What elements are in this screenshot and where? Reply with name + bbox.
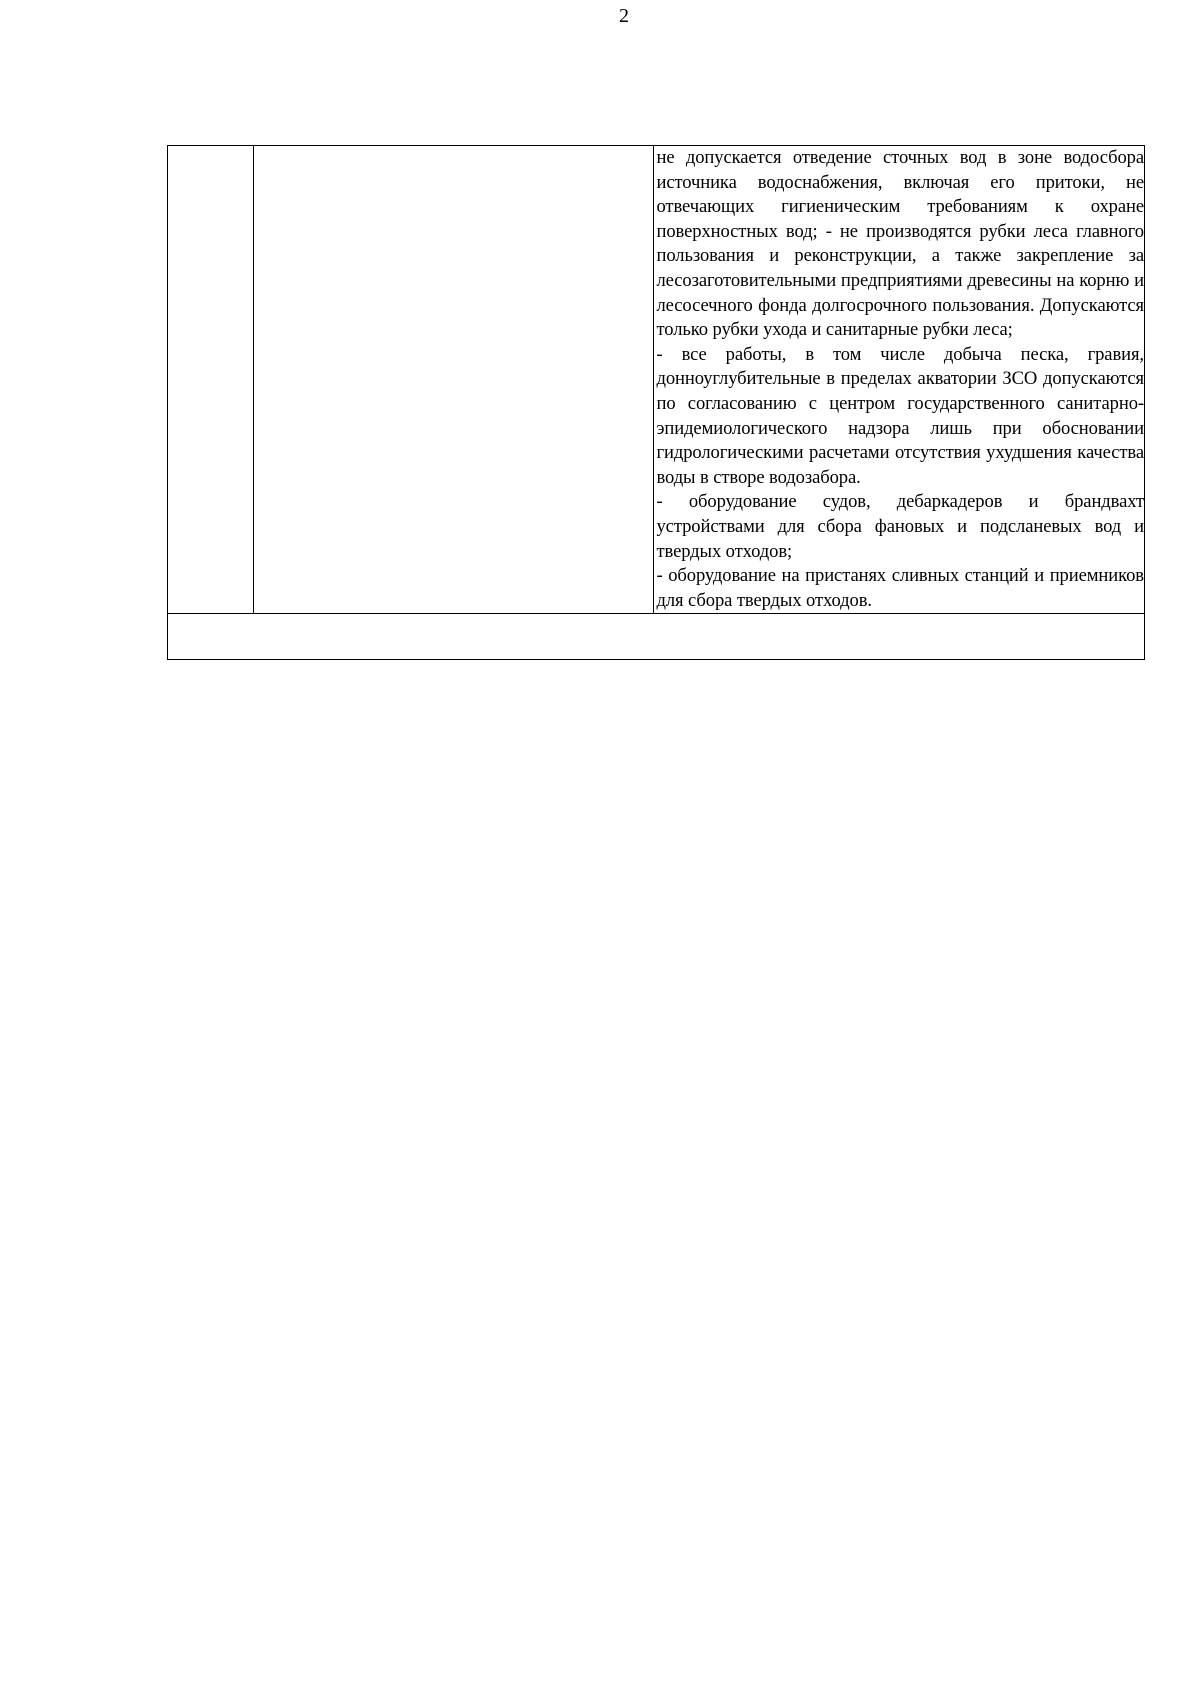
table-row (168, 614, 1145, 660)
requirements-paragraph: - все работы, в том числе добыча песка, гравия, донноуглубительные в пределах акватории ЗСО допускаются по согласованию с центром государственного санитарно-эпидемиологического надзора лишь при обосновании гидрологическими расчетами отсутствия ухудшения качества воды в створе водозабора. (656, 343, 1144, 488)
table-cell-empty (168, 614, 1145, 660)
page-number: 2 (619, 5, 629, 27)
table-cell-zone (254, 146, 654, 614)
requirements-paragraph: не допускается отведение сточных вод в зоне водосбора источника водоснабжения, включая его притоки, не отвечающих гигиеническим требованиям к охране поверхностных вод; - не производятся рубки леса главного пользования и реконструкции, а также закрепление за лесозаготовительными предприятиями древесины на корню и лесосечного фонда долгосрочного пользования. Допускаются только рубки ухода и санитарные рубки леса; (656, 147, 1144, 341)
table-cell-requirements (654, 146, 1145, 614)
requirements-table (167, 145, 1145, 660)
table-row (168, 146, 1145, 614)
requirements-paragraph: - оборудование на пристанях сливных станций и приемников для сбора твердых отходов. (656, 565, 1144, 611)
table-cell-number (168, 146, 254, 614)
requirements-text (654, 146, 1144, 613)
requirements-paragraph: - оборудование судов, дебаркадеров и брандвахт устройствами для сбора фановых и подсланевых вод и твердых отходов; (656, 491, 1144, 562)
